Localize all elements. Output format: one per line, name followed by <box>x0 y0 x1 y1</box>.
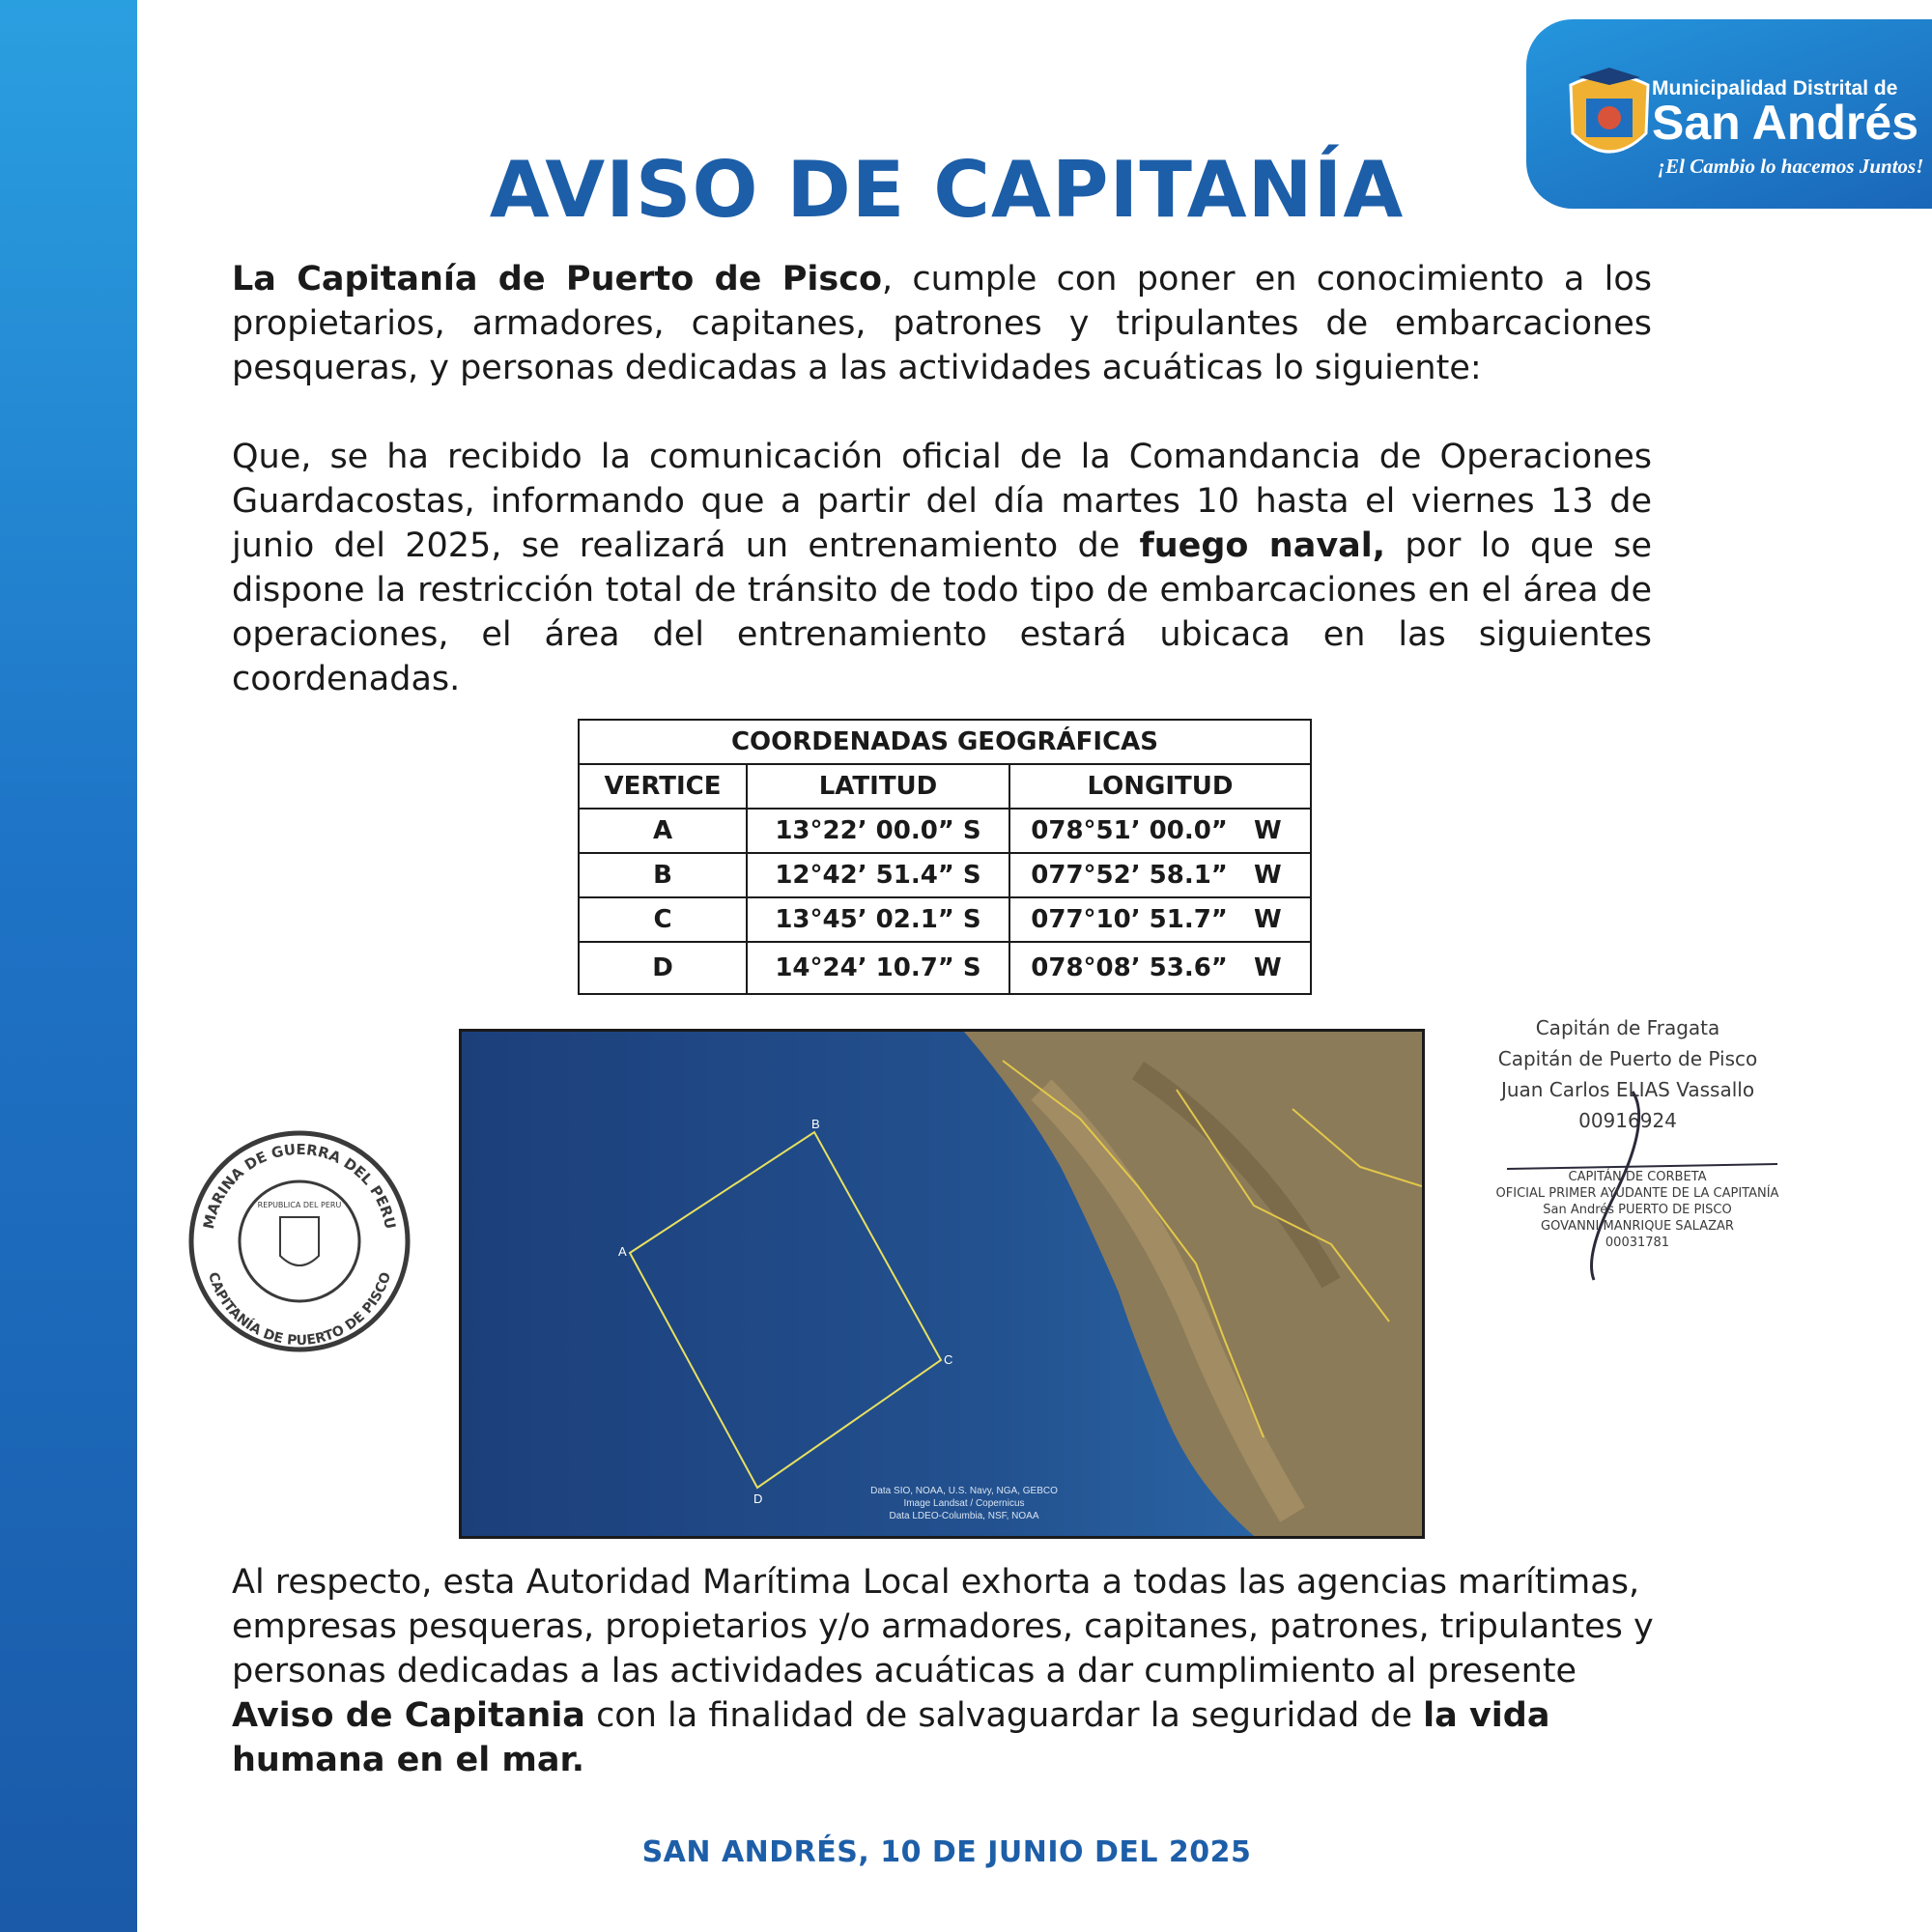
latitude-cell: 12°42’ 51.4” S <box>747 853 1009 897</box>
sig2-line2: OFICIAL PRIMER AYUDANTE DE LA CAPITANÍA <box>1495 1186 1779 1201</box>
table-row <box>579 853 1311 897</box>
date-line: SAN ANDRÉS, 10 DE JUNIO DEL 2025 <box>641 1835 1252 1869</box>
header-longitude: LONGITUD <box>1009 764 1311 809</box>
logo-line-1: Municipalidad Distrital de <box>1652 77 1898 99</box>
longitude-value: 078°51’ 00.0” <box>1031 816 1228 845</box>
vertex-cell: D <box>579 942 747 994</box>
sig2-line4: GOVANNI MANRIQUE SALAZAR <box>1541 1219 1734 1234</box>
intro-paragraph <box>232 257 1652 390</box>
table-row <box>579 942 1311 994</box>
left-blue-sidebar <box>0 0 137 1932</box>
seal-inner-text: REPUBLICA DEL PERU <box>257 1201 342 1209</box>
satellite-map <box>459 1029 1425 1539</box>
map-credit-1: Data SIO, NOAA, U.S. Navy, NGA, GEBCO <box>870 1486 1058 1496</box>
longitude-cell <box>1009 853 1311 897</box>
body-text-2: por lo que se dispone la restricción total de tránsito de todo tipo de embarcaciones en el área de operaciones, el área del entrenamiento estará ubicaca en las siguientes coordenadas. <box>232 526 1652 698</box>
sig1-line2: Capitán de Puerto de Pisco <box>1497 1047 1758 1070</box>
map-credit-3: Data LDEO-Columbia, NSF, NOAA <box>889 1511 1039 1521</box>
sig1-line3: Juan Carlos ELIAS Vassallo <box>1500 1078 1755 1101</box>
svg-text:CAPITANÍA DE PUERTO DE PISCO <box>205 1270 394 1349</box>
vertex-cell: C <box>579 897 747 942</box>
vertex-cell: B <box>579 853 747 897</box>
longitude-value: 078°08’ 53.6” <box>1031 953 1228 982</box>
longitude-cell <box>1009 809 1311 853</box>
logo-slogan: ¡El Cambio lo hacemos Juntos! <box>1658 155 1924 178</box>
sig2-line5: 00031781 <box>1605 1236 1670 1250</box>
table-row <box>579 809 1311 853</box>
sig1-line4: 00916924 <box>1578 1109 1677 1132</box>
intro-text: , cumple con poner en conocimiento a los propietarios, armadores, capitanes, patrones y tripulantes de embarcaciones pesqueras, y personas dedicadas a las actividades acuáticas lo siguiente: <box>232 260 1652 387</box>
official-seal <box>179 1121 420 1362</box>
longitude-dir: W <box>1254 905 1282 934</box>
latitude-cell: 13°22’ 00.0” S <box>747 809 1009 853</box>
page-title: AVISO DE CAPITANÍA <box>489 145 1405 235</box>
vertex-label-c: C <box>944 1352 953 1367</box>
vertex-label-d: D <box>753 1492 763 1506</box>
latitude-cell: 14°24’ 10.7” S <box>747 942 1009 994</box>
sig2-line1: CAPITÁN DE CORBETA <box>1568 1170 1707 1184</box>
seal-bottom-text: CAPITANÍA DE PUERTO DE PISCO <box>204 1270 395 1350</box>
closing-text-1: Al respecto, esta Autoridad Marítima Local exhorta a todas las agencias marítimas, empresas pesqueras, propietarios y/o armadores, capitanes, patrones, tripulantes y personas dedicadas a las actividades acuáticas a dar cumplimiento al presente <box>232 1563 1654 1690</box>
signature-block-2 <box>1488 1169 1787 1251</box>
header-latitude: LATITUD <box>747 764 1009 809</box>
logo-line-2: San Andrés <box>1652 96 1919 150</box>
body-bold: fuego naval, <box>1139 526 1386 565</box>
body-paragraph <box>232 435 1652 701</box>
intro-bold: La Capitanía de Puerto de Pisco <box>232 260 882 298</box>
body-text-1: Que, se ha recibido la comunicación oficial de la Comandancia de Operaciones Guardacostas, informando que a partir del día martes 10 hasta el viernes 13 de junio del 2025, se realizará un entrenamiento de <box>232 438 1652 565</box>
vertex-cell: A <box>579 809 747 853</box>
header-vertex: VERTICE <box>579 764 747 809</box>
longitude-value: 077°10’ 51.7” <box>1031 905 1228 934</box>
table-caption: COORDENADAS GEOGRÁFICAS <box>579 720 1311 764</box>
longitude-dir: W <box>1254 816 1282 845</box>
sig1-line1: Capitán de Fragata <box>1535 1016 1720 1039</box>
map-credit-2: Image Landsat / Copernicus <box>903 1498 1025 1509</box>
closing-bold-2: la vida humana en el mar. <box>232 1696 1550 1779</box>
map-image <box>462 1032 1422 1536</box>
seal-top-text: MARINA DE GUERRA DEL PERU <box>199 1140 400 1231</box>
closing-bold-1: Aviso de Capitania <box>232 1696 585 1735</box>
closing-paragraph <box>232 1560 1662 1782</box>
coordinates-table <box>578 719 1312 995</box>
latitude-cell: 13°45’ 02.1” S <box>747 897 1009 942</box>
sig2-line3: San Andrés PUERTO DE PISCO <box>1543 1203 1732 1217</box>
longitude-cell <box>1009 942 1311 994</box>
longitude-dir: W <box>1254 861 1282 890</box>
table-row <box>579 897 1311 942</box>
vertex-label-a: A <box>618 1244 627 1259</box>
closing-text-2: con la finalidad de salvaguardar la seguridad de <box>584 1696 1424 1735</box>
vertex-label-b: B <box>811 1117 820 1131</box>
longitude-dir: W <box>1254 953 1282 982</box>
longitude-cell <box>1009 897 1311 942</box>
longitude-value: 077°52’ 58.1” <box>1031 861 1228 890</box>
coat-of-arms-icon <box>280 1217 319 1265</box>
